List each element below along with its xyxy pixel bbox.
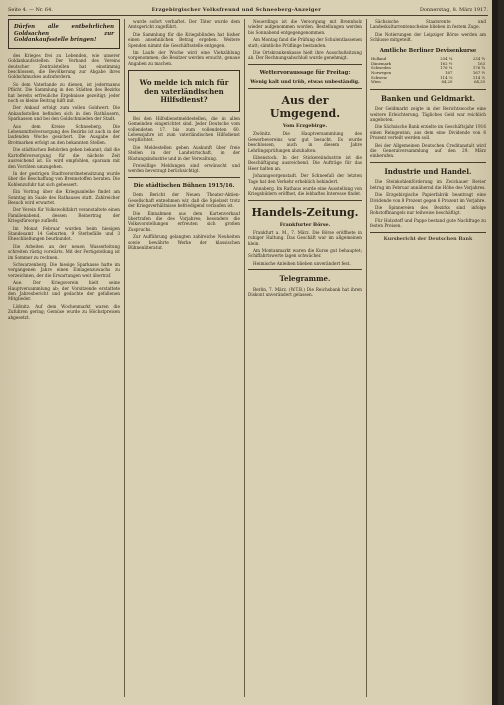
column-3-text-mid (248, 131, 362, 196)
gold-appeal-box: Dürfen alle entbehrlichen Goldsachen zur Goldankaufsstelle bringen! (8, 19, 120, 49)
hilfsdienst-box (128, 70, 240, 112)
column-1-text (8, 53, 120, 320)
handels-subhead: Frankfurter Börse. (279, 221, 331, 228)
article-paragraph: Im Monat Februar wurden beim hiesigen Standesamt 14 Geburten, 9 Sterbefälle und 3 Eheschließungen beurkundet. (8, 225, 120, 242)
article-paragraph: Ein Vortrag über die Kriegsanleihe findet am Sonntag im Saale des Rathauses statt. Zahlreicher Besuch wird erwartet. (8, 189, 120, 205)
article-paragraph: Johanngeorgenstadt. Der Schneefall der letzten Tage hat den Verkehr erheblich behindert. (248, 173, 362, 184)
table-cell: 114 ⅝ (440, 74, 453, 80)
article-paragraph: Heimische Anleihen blieben unverändert fest. (253, 260, 351, 266)
telegram-text: Berlin, 7. März. (W.T.B.) Die Reichsbank hat ihren Diskont unverändert gelassen. (248, 286, 362, 298)
article-paragraph: Aus dem Kreise Schneeberg. Die Lebensmittelversorgung des Bezirks ist auch in der laufenden Woche gesichert. Die Ausgabe der Brotmarken erfolgt an den bekannten Stellen. (8, 123, 120, 145)
table-cell: Dänemark (371, 60, 391, 66)
column-3 (248, 19, 362, 697)
column-2 (128, 19, 240, 697)
article-paragraph: Die Sammlung für die Kriegsblinden hat bisher einen ansehnlichen Betrag ergeben. Weitere Spenden nimmt die Geschäftsstelle entgegen. (128, 31, 240, 48)
article-paragraph: Die Einnahmen aus dem Kartenverkauf übertrafen die des Vorjahres; besonders die Volksvorstellungen erfreuten sich großen Zuspruchs. (128, 210, 240, 232)
article-paragraph: Dem Bericht der Neuen Theater-Aktien-Gesellschaft entnehmen wir, daß die Spielzeit trotz der Kriegsverhältnisse befriedigend verlaufen ist. (128, 192, 240, 209)
article-paragraph: Der Verein für Volkswohlfahrt veranstaltete einen Familienabend, dessen Reinertrag der Kriegsfürsorge zufließt. (8, 207, 120, 224)
devisen-table (370, 57, 486, 85)
article-paragraph: Bei der Allgemeinen Deutschen Creditanstalt wird die Generalversammlung auf den 29. März einberufen. (370, 142, 486, 159)
article-paragraph: Zur Aufführung gelangten zahlreiche Neuheiten sowie bewährte Werke der klassischen Bühnenliteratur. (128, 234, 240, 250)
article-paragraph: Neuerdings ist die Versorgung mit Brennholz wieder aufgenommen worden. Bestellungen werden bis Sonnabend entgegengenommen. (248, 19, 362, 35)
article-paragraph: Freiwillige Meldungen sind erwünscht und werden bevorzugt berücksichtigt. (128, 163, 240, 174)
industry-headline: Industrie und Handel. (384, 166, 472, 176)
article-paragraph: Der Geldmarkt zeigte in der Berichtswoche eine weitere Erleichterung. Tägliches Geld war reichlich angeboten. (370, 106, 486, 122)
column-rule (366, 19, 367, 697)
divider (128, 177, 240, 178)
column-4-text-top (370, 19, 486, 43)
column-rule (244, 19, 245, 697)
table-cell: 114 ⅞ (472, 74, 485, 80)
article-paragraph: Frankfurt a. M., 7. März. Die Börse eröffnete in ruhiger Haltung. Das Geschäft war im allgemeinen klein. (248, 229, 362, 246)
table-cell: 234 ¾ (472, 56, 485, 62)
divider (248, 64, 362, 65)
article-paragraph: Lößnitz. Auf dem Wochenmarkt waren die Zufuhren gering; Gemüse wurde zu Höchstpreisen abgesetzt. (8, 303, 120, 320)
telegram-headline: Telegramme. (279, 274, 331, 284)
article-paragraph: Sächsische Staatsrente und Landeskulturrentenscheine blieben in festem Zuge. (370, 19, 486, 30)
divider (248, 88, 362, 89)
article-paragraph: Am Montanmarkt waren die Kurse gut behauptet; Schiffahrtswerte lagen schwächer. (248, 248, 362, 259)
article-paragraph: des Krieges frei zu Lebenden, wie unserer Goldankaufsstellen. Der Verband des Vereins deutscher Zentralstellen hat einstimmig beschlossen, die Bevölkerung zur Abgabe ihres Goldschmuckes aufzufordern. (8, 52, 120, 80)
page-edge (492, 0, 498, 705)
article-paragraph: Am Montag fand die Prüfung der Schulentlassenen statt; sämtliche Prüflinge bestanden. (248, 37, 362, 48)
umgegend-headline: Aus der Umgegend. (269, 94, 341, 121)
devisen-title: Amtliche Berliner Devisenkurse (379, 47, 477, 54)
article-paragraph: In der gestrigen Stadtverordnetensitzung wurde über die Beschaffung von Brennstoffen beraten. Die Kohlenzufuhr hat sich gebessert. (8, 170, 120, 187)
article-paragraph: Die Meldestellen geben Auskunft über freie Stellen in der Landwirtschaft, in der Rüstungsindustrie und in der Verwaltung. (128, 144, 240, 161)
table-cell: 176 ¾ (472, 65, 485, 71)
table-row (370, 80, 486, 85)
table-cell: Wien (371, 79, 381, 85)
buehnen-headline: Die städtischen Bühnen 1915/16. (133, 182, 235, 189)
article-paragraph: Schwarzenberg. Die hiesige Sparkasse hatte im vergangenen Jahre einen Einlagenzuwachs zu verzeichnen, der die Erwartungen weit übertraf. (8, 262, 120, 278)
column-4-text-industry (370, 179, 486, 228)
divider (248, 269, 362, 270)
header-page-number: Seite 4. — Nr. 64. (8, 7, 53, 13)
table-cell: 167 ½ (472, 69, 485, 75)
header-masthead: Erzgebirgischer Volksfreund und Schneeberg-Anzeiger (151, 7, 322, 13)
table-cell: Schweiz (371, 74, 387, 80)
article-paragraph: Die Notierungen der Leipziger Börse werden am Schlusse mitgeteilt. (370, 31, 486, 43)
column-2-text-mid (128, 116, 240, 174)
weather-text: Wenig kalt und trüb, etwas unbeständig. (250, 79, 360, 86)
article-paragraph: Zwönitz. Die Hauptversammlung des Gewerbevereins war gut besucht. Es wurde beschlossen, auch in diesem Jahre Lehrlingsprüfungen abzuhalten. (248, 131, 362, 153)
table-cell: 64,20 (441, 79, 453, 85)
page-header (8, 5, 488, 16)
handels-headline: Handels-Zeitung. (251, 205, 359, 219)
article-paragraph: wurde sofort verhaftet. Der Täter wurde dem Amtsgericht zugeführt. (128, 19, 240, 30)
article-paragraph: Der Ankauf erfolgt zum vollen Goldwert. Die Ankaufsstellen befinden sich in den Rathäusern, Sparkassen und bei den Goldschmieden der Stadt. (8, 105, 120, 122)
article-paragraph: Bei den Hilfsdienstmeldestellen, die in allen Gemeinden eingerichtet sind. Jeder Deutsche vom vollendeten 17. bis zum vollendeten 60. Lebensjahre ist zum vaterländischen Hilfsdienst verpflichtet. (128, 115, 240, 143)
article-paragraph: So dem Vaterlande zu dienen, ist jedermanns Pflicht. Die Sammlung in den Städten des Bezirks hat bereits erfreuliche Ergebnisse gezeitigt; jeder noch so kleine Beitrag hilft mit. (8, 81, 120, 104)
header-date: Donnerstag, 8. März 1917. (419, 7, 488, 13)
divider (370, 232, 486, 233)
article-paragraph: Die Sächsische Bank erzielte im Geschäftsjahr 1916 einen Reingewinn, aus dem eine Dividende von 6 Prozent verteilt werden soll. (370, 124, 486, 141)
column-3-text-handels (248, 230, 362, 266)
column-1 (8, 19, 120, 697)
article-paragraph: Die Erzgebirgische Papierfabrik beantragt eine Dividende von 8 Prozent gegen 6 Prozent im Vorjahre. (370, 192, 486, 203)
column-2-text-bottom (128, 192, 240, 250)
table-cell: 234 ¼ (440, 56, 453, 62)
divider (248, 200, 362, 201)
table-cell: Norwegen (371, 69, 392, 75)
article-paragraph: Im Laufe der Woche wird eine Viehzählung vorgenommen; die Besitzer werden ersucht, genaue Angaben zu machen. (128, 50, 240, 66)
article-paragraph: Die Steinkohlenförderung im Zwickauer Revier betrug im Februar annähernd die Höhe des Vorjahres. (370, 179, 486, 190)
column-3-text-top (248, 19, 362, 61)
article-paragraph: Die Spinnereien des Bezirks sind infolge Rohstoffmangels nur teilweise beschäftigt. (370, 204, 486, 216)
table-cell: 163 (477, 60, 485, 66)
table-cell: 167 (445, 69, 453, 75)
column-2-text-top (128, 19, 240, 66)
divider (370, 89, 486, 90)
umgegend-subhead: Vom Erzgebirge. (282, 123, 328, 130)
article-paragraph: Eibenstock. In der Stickereiindustrie ist die Beschäftigung ausreichend. Die Aufträge für das Heer halten an. (248, 154, 362, 171)
table-cell: 176 ¼ (440, 65, 453, 71)
article-paragraph: Annaberg. Im Rathaus wurde eine Ausstellung von Kriegsbildern eröffnet, die lebhaftes Interesse findet. (248, 186, 362, 197)
weather-title: Wettervoraussage für Freitag: (259, 69, 351, 76)
table-cell: Schweden (371, 65, 391, 71)
article-paragraph: Aue. Der Kriegsverein hielt seine Hauptversammlung ab; der Vorsitzende erstattete den Jahresbericht und gedachte der gefallenen Mitglieder. (8, 280, 120, 302)
table-cell: 162 ½ (440, 60, 453, 66)
column-rule (124, 19, 125, 697)
hilfsdienst-headline: Wo melde ich mich für den vaterländischen Hilfsdienst? (139, 78, 229, 105)
table-cell: 64,30 (474, 79, 485, 85)
kursbericht-label: Kursbericht der Deutschen Bank (383, 235, 473, 242)
divider (370, 162, 486, 163)
article-paragraph: Die Ortskrankenkasse hielt ihre Ausschußsitzung ab. Der Rechnungsabschluß wurde genehmigt. (248, 50, 362, 61)
article-paragraph: Die städtischen Behörden geben bekannt, daß die Kartoffelversorgung für die nächste Zeit ausreichend ist. Es wird empfohlen, sparsam mit den Vorräten umzugehen. (8, 147, 120, 169)
table-cell: Holland (371, 56, 387, 62)
column-4 (370, 19, 486, 697)
bank-headline: Banken und Geldmarkt. (380, 93, 476, 103)
article-paragraph: Die Arbeiten an der neuen Wasserleitung schreiten rüstig vorwärts. Mit der Fertigstellung ist im Sommer zu rechnen. (8, 243, 120, 260)
article-paragraph: Für Holzstoff und Pappe bestand gute Nachfrage zu festen Preisen. (370, 217, 486, 229)
column-4-text-bank (370, 106, 486, 159)
